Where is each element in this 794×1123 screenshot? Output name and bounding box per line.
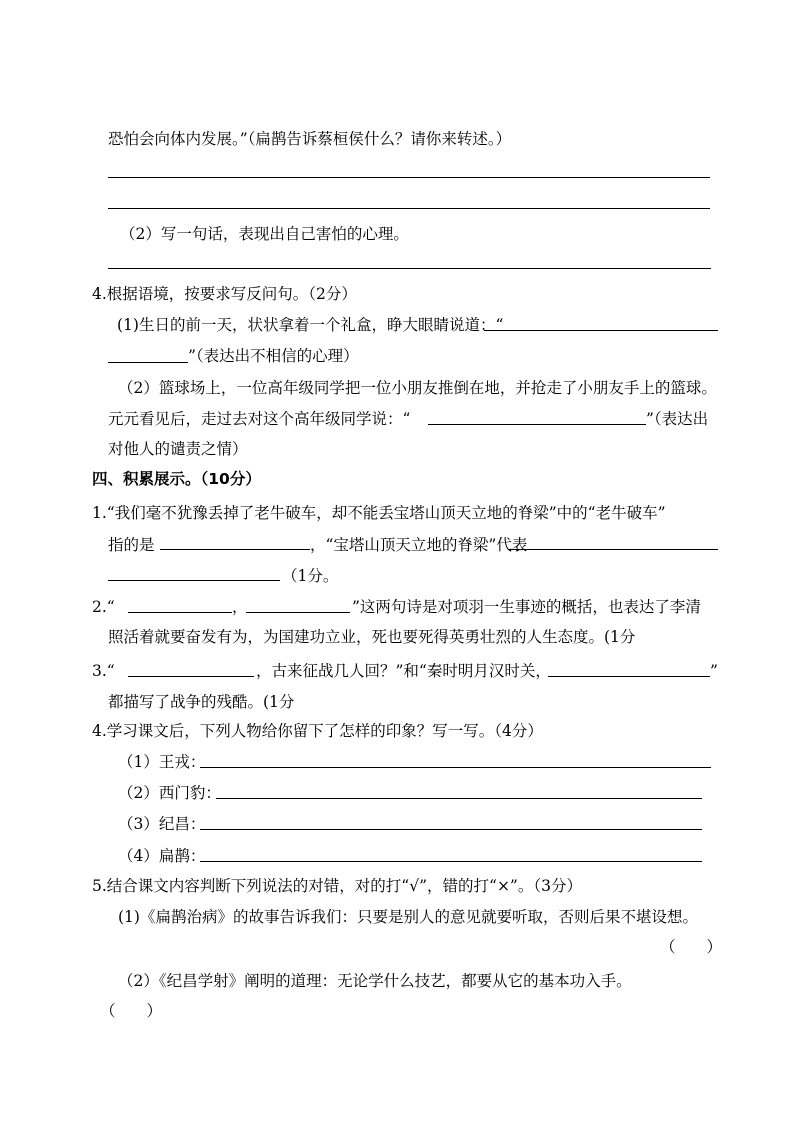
judge-answer-box-2[interactable]: （ ） [100,1002,163,1020]
answer-blank[interactable] [108,580,280,581]
accum-question-4-title: 4.学习课文后，下列人物给你留下了怎样的印象？写一写。（4分） [92,722,543,740]
question-4-1-hint: ”（表达出不相信的心理） [188,347,359,365]
judge-statement-1: (1)《扁鹊治病》的故事告诉我们：只要是别人的意见就要听取，否则后果不堪设想。 [118,908,698,926]
accum-question-2-text-b: 照活着就要奋发有为，为国建功立业，死也要死得英勇壮烈的人生态度。(1分 [108,628,636,646]
answer-blank[interactable] [484,330,718,331]
answer-line[interactable] [200,829,702,830]
question-4-2-hint-b: 对他人的谴责之情） [108,440,248,458]
accum-question-3-close: ” [710,662,718,680]
accum-question-3-text-b: 都描写了战争的残酷。(1分 [108,693,295,711]
question-4-2-text-b: 元元看见后，走过去对这个高年级同学说：“ [108,410,411,428]
question-continuation: 恐怕会向体内发展。”（扁鹊告诉蔡桓侯什么？请你来转述。） [108,130,512,148]
accum-question-1-c: ，“宝塔山顶天立地的脊梁”代表 [310,536,528,554]
question-4-2-hint: ”（表达出 [646,410,709,428]
answer-line[interactable] [108,268,711,269]
accum-question-2-text: ”这两句诗是对项羽一生事迹的概括，也表达了李清 [352,598,701,616]
answer-blank[interactable] [128,612,232,613]
character-label-ximenbao: （2）西门豹： [118,784,221,802]
answer-blank[interactable] [548,676,710,677]
character-label-jichang: （3）纪昌： [118,815,206,833]
accum-question-2-comma: ， [232,598,248,616]
accum-question-1-b: 指的是 [108,536,155,554]
answer-blank[interactable] [108,362,188,363]
answer-line[interactable] [200,861,702,862]
answer-line[interactable] [200,767,711,768]
section-heading: 四、积累展示。（10分） [92,470,261,488]
accum-question-2-start: 2.“ [92,598,115,616]
question-4-1-text: (1)生日的前一天，状状拿着一个礼盒，睁大眼睛说道：“ [117,316,504,334]
accum-question-5-title: 5.结合课文内容判断下列说法的对错，对的打“√”，错的打“×”。（3分） [92,877,582,895]
question-4-title: 4.根据语境，按要求写反问句。（2分） [92,285,357,303]
character-label-wangrong: （1）王戎： [118,753,206,771]
answer-line[interactable] [216,798,702,799]
character-label-bianque: （4）扁鹊： [118,847,206,865]
answer-blank[interactable] [246,612,350,613]
answer-blank[interactable] [160,549,310,550]
accum-question-3-text: ，古来征战几人回？”和“秦时明月汉时关， [256,662,551,680]
answer-blank[interactable] [508,549,718,550]
accum-question-1-score: （1分。 [282,567,339,585]
answer-line[interactable] [108,208,710,209]
judge-answer-box-1[interactable]: （ ） [660,938,723,956]
accum-question-3-start: 3.“ [92,662,115,680]
answer-blank[interactable] [128,676,254,677]
question-4-2-text: （2）篮球场上，一位高年级同学把一位小朋友推倒在地，并抢走了小朋友手上的篮球。 [118,379,717,397]
accum-question-1: 1.“我们毫不犹豫丢掉了老牛破车，却不能丢宝塔山顶天立地的脊梁”中的“老牛破车” [92,504,666,522]
question-2-fear: （2）写一句话，表现出自己害怕的心理。 [120,225,409,243]
answer-blank[interactable] [428,424,646,425]
judge-statement-2: （2）《纪昌学射》阐明的道理：无论学什么技艺，都要从它的基本功入手。 [118,972,632,990]
answer-line[interactable] [108,177,710,178]
